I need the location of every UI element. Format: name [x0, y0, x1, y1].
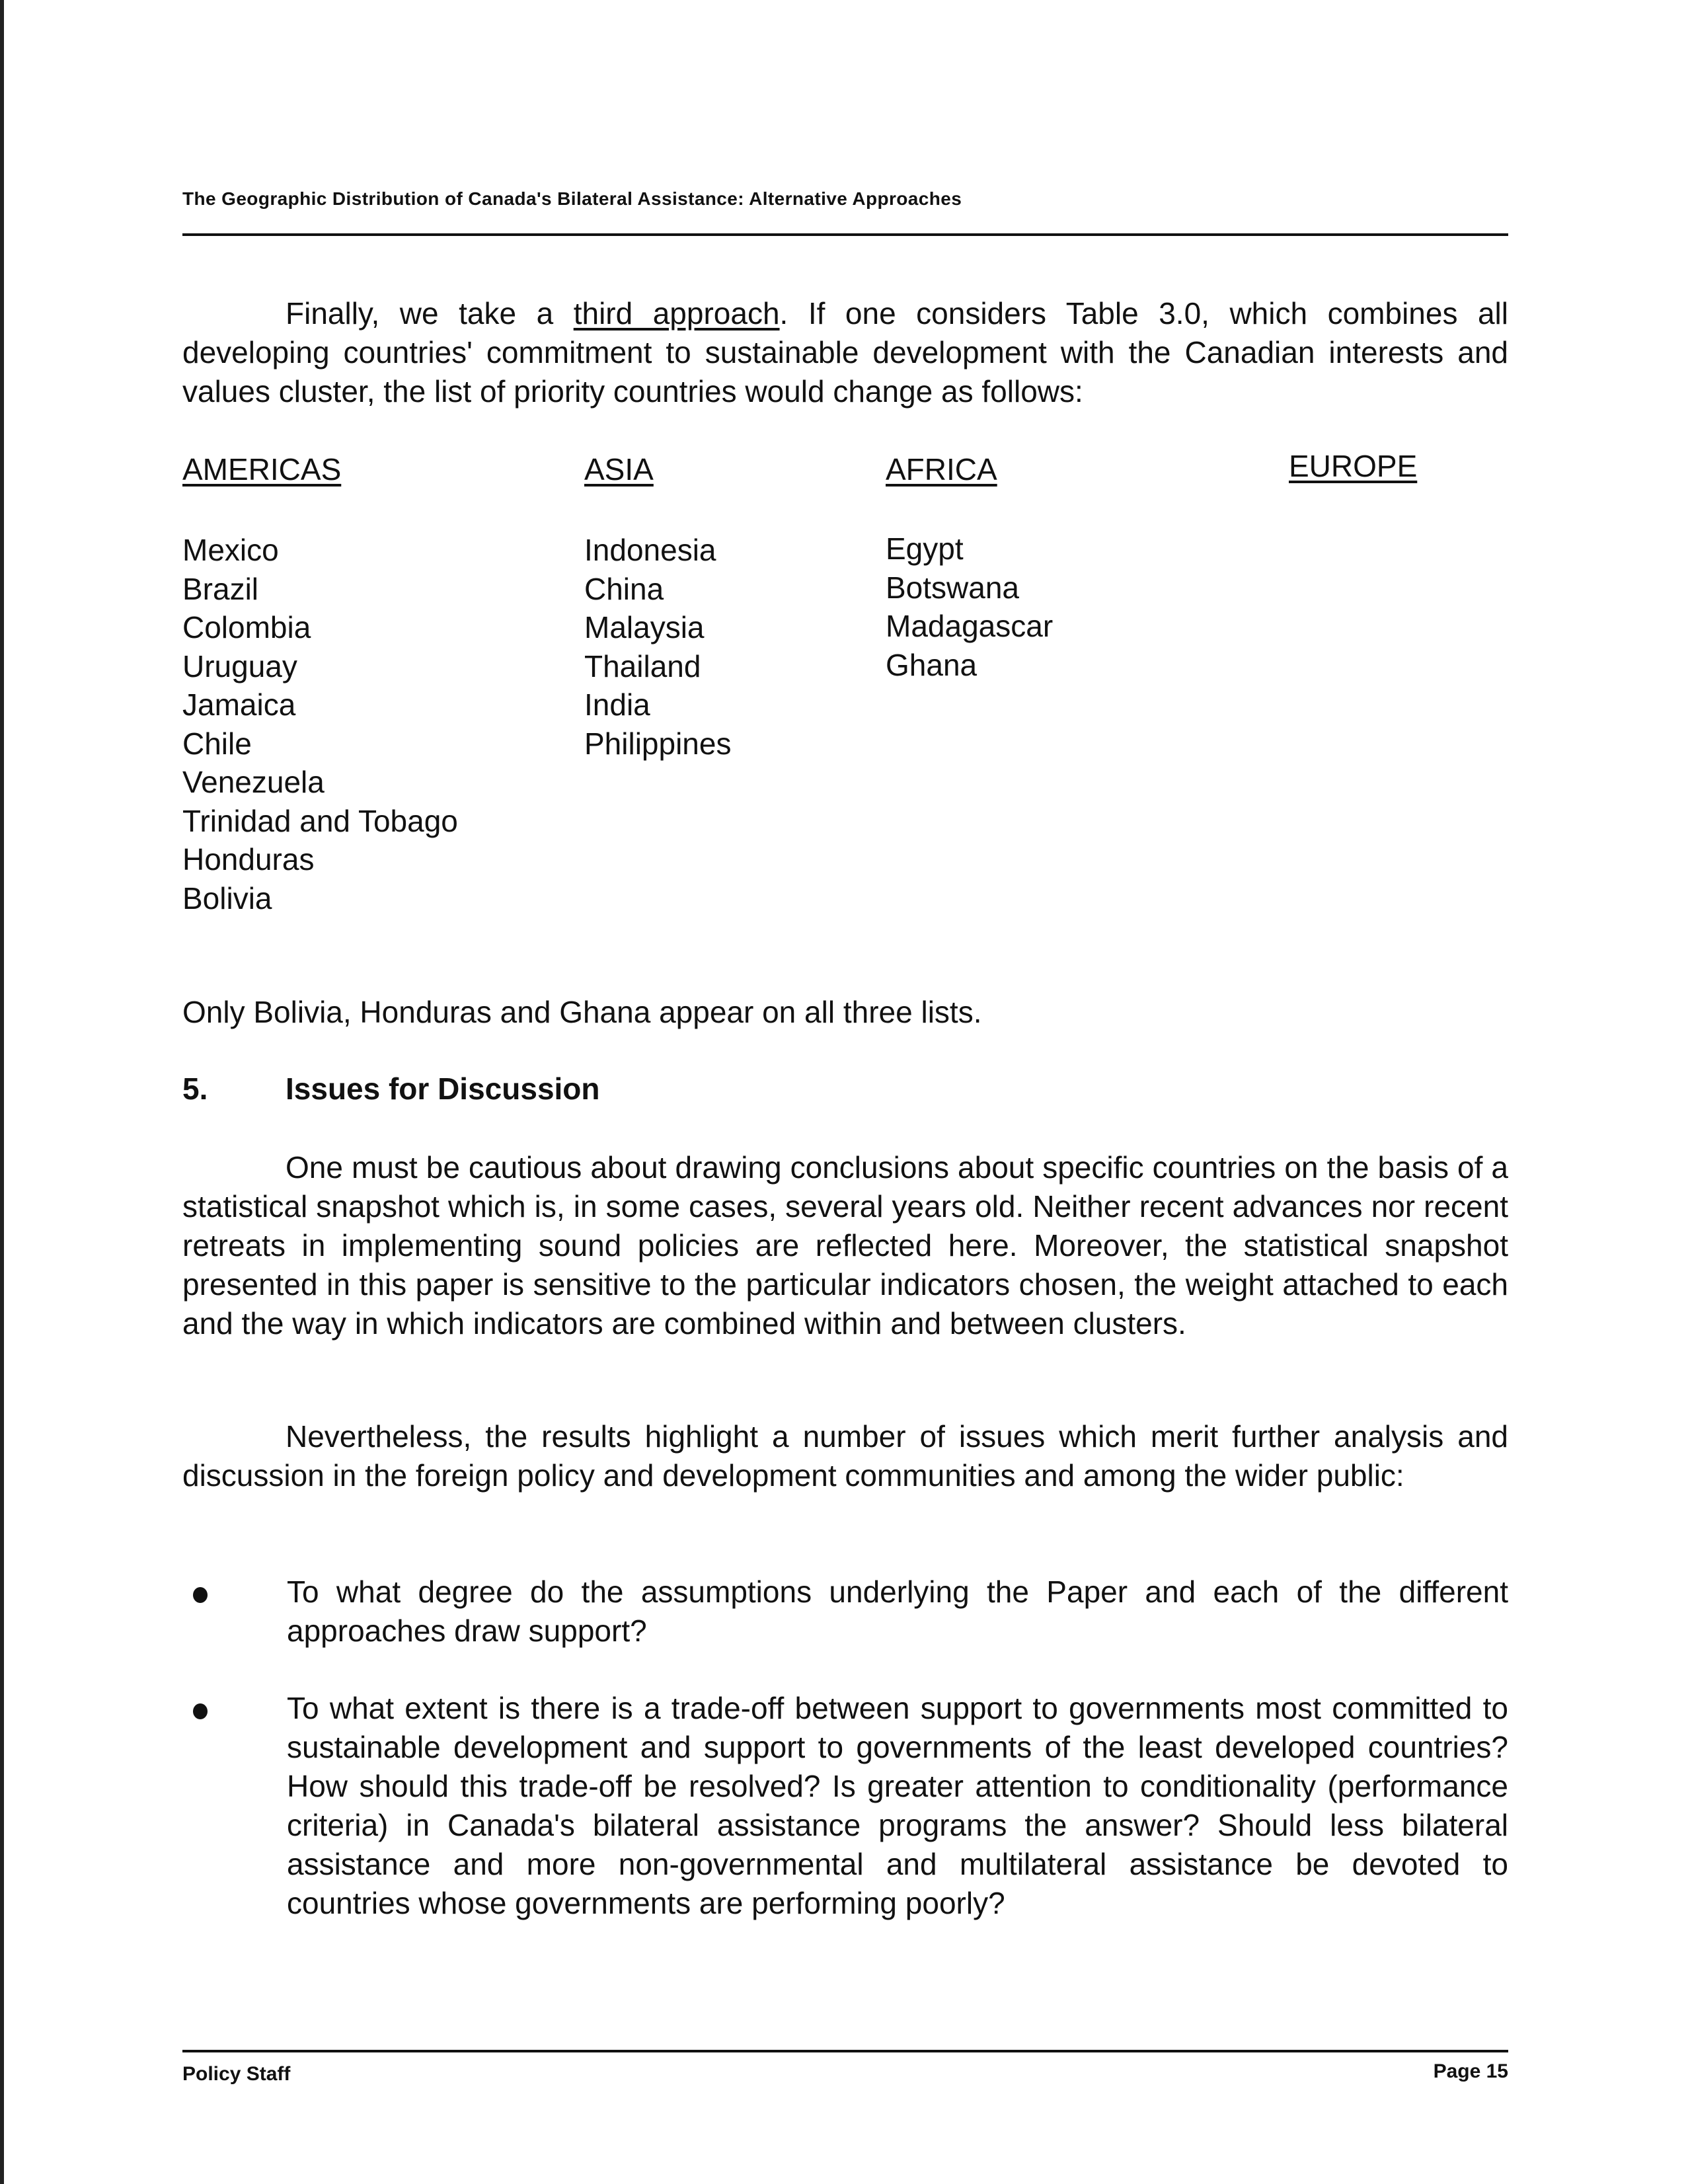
intro-paragraph — [182, 294, 1508, 411]
page-number: Page 15 — [1433, 2060, 1508, 2082]
list-item: Honduras — [182, 842, 315, 877]
section-number: 5. — [182, 1072, 208, 1106]
list-item: Philippines — [584, 726, 732, 761]
region-heading-africa: AFRICA — [886, 452, 997, 487]
region-heading-americas: AMERICAS — [182, 452, 342, 487]
region-heading-europe: EUROPE — [1289, 449, 1418, 483]
list-item: Indonesia — [584, 533, 716, 567]
footer-rule — [182, 2050, 1508, 2052]
bullet-dot-icon — [193, 1587, 208, 1603]
list-item: Chile — [182, 726, 252, 761]
list-item: Egypt — [886, 531, 964, 566]
list-item: Mexico — [182, 533, 279, 567]
region-heading-asia: ASIA — [584, 452, 654, 487]
scan-edge-line — [0, 0, 4, 2184]
list-item: Madagascar — [886, 609, 1054, 643]
running-header: The Geographic Distribution of Canada's Bilateral Assistance: Alternative Approaches — [182, 188, 962, 209]
bullet-text: To what extent is there is a trade-off between support to governments most committed to sustainable development and support to governments of the least developed countries? How should this trade-off be resolved? Is greater attention to conditionality (performance criteria) in Canada's bilateral assistance programs the answer? Should less bilateral assistance and more non-governmental and multilateral assistance be devoted to countries whose governments are performing poorly? — [287, 1691, 1508, 1920]
africa-country-list — [886, 529, 1053, 684]
list-item: Venezuela — [182, 765, 325, 799]
body-paragraph-2: Nevertheless, the results highlight a number of issues which merit further analysis and discussion in the foreign policy and development communities and among the wider public: — [182, 1419, 1508, 1493]
header-rule — [182, 233, 1508, 236]
list-item: Jamaica — [182, 687, 296, 722]
list-item: Botswana — [886, 570, 1020, 605]
list-item: Trinidad and Tobago — [182, 803, 458, 838]
third-approach-emphasis: third approach — [573, 296, 780, 331]
section-title: Issues for Discussion — [286, 1072, 600, 1106]
body-paragraph-1: One must be cautious about drawing conclusions about specific countries on the basis of a statistical snapshot which is, in some cases, several years old. Neither recent advances nor recent retreats in implementing sound policies are reflected here. Moreover, the statistical snapshot presented in this paper is sensitive to the particular indicators chosen, the weight attached to each and the way in which indicators are combined within and between clusters. — [182, 1150, 1508, 1341]
list-item: Bolivia — [182, 880, 272, 916]
list-item: Uruguay — [182, 648, 297, 683]
intro-lead: Finally, we take a — [286, 296, 574, 331]
list-item: China — [584, 571, 664, 606]
list-item: Brazil — [182, 571, 259, 606]
bullet-text: To what degree do the assumptions underlying the Paper and each of the different approaches draw support? — [287, 1575, 1508, 1648]
list-item: Thailand — [584, 648, 701, 683]
bullet-dot-icon — [193, 1703, 208, 1719]
summary-line: Only Bolivia, Honduras and Ghana appear on all three lists. — [182, 995, 982, 1029]
americas-country-list — [182, 531, 458, 917]
list-item: Malaysia — [584, 610, 705, 644]
list-item: India — [584, 687, 650, 722]
intro-rest: . If one considers Table 3.0, which combines all developing countries' commitment to sustainable development with the Canadian interests and values cluster, the list of priority countries would change as follows: — [182, 296, 1508, 409]
list-item: Ghana — [886, 647, 978, 682]
list-item: Colombia — [182, 610, 311, 644]
asia-country-list — [584, 531, 731, 763]
footer-department: Policy Staff — [182, 2063, 291, 2085]
